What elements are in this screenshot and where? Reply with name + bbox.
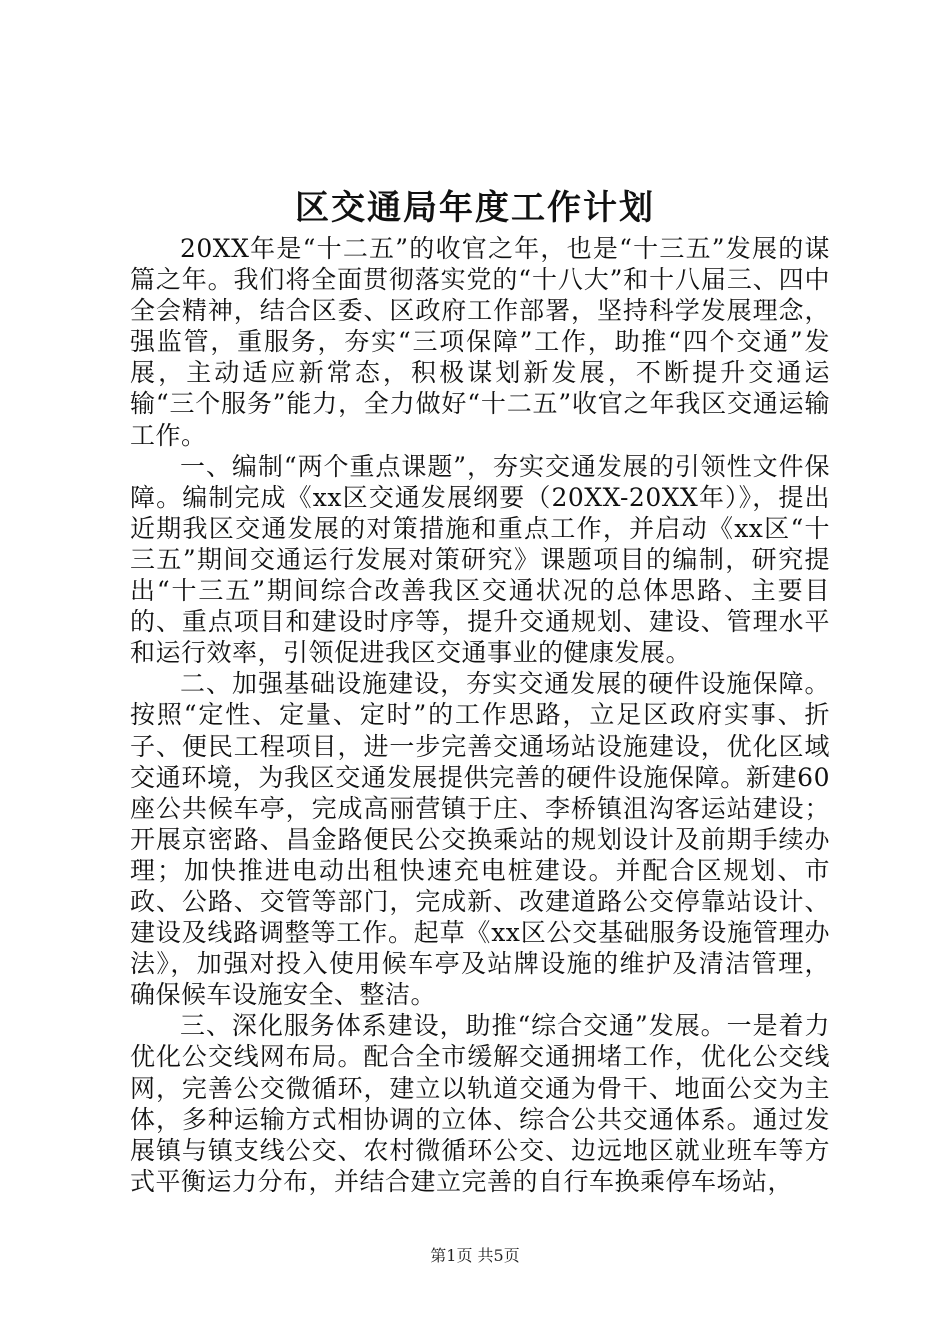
page-number-footer: 第1页 共5页 xyxy=(430,1246,520,1265)
document-body xyxy=(130,233,830,1197)
paragraph-section-2: 二、加强基础设施建设，夯实交通发展的硬件设施保障。按照“定性、定量、定时”的工作思路，立足区政府实事、折子、便民工程项目，进一步完善交通场站设施建设，优化区域交通环境，为我区交通发展提供完善的硬件设施保障。新建60座公共候车亭，完成高丽营镇于庄、李桥镇沮沟客运站建设；开展京密路、昌金路便民公交换乘站的规划设计及前期手续办理；加快推进电动出租快速充电桩建设。并配合区规划、市政、公路、交管等部门，完成新、改建道路公交停靠站设计、建设及线路调整等工作。起草《xx区公交基础服务设施管理办法》，加强对投入使用候车亭及站牌设施的维护及清洁管理，确保候车设施安全、整洁。 xyxy=(130,669,830,1010)
document-title: 区交通局年度工作计划 xyxy=(295,188,655,228)
paragraph-section-3: 三、深化服务体系建设，助推“综合交通”发展。一是着力优化公交线网布局。配合全市缓解交通拥堵工作，优化公交线网，完善公交微循环，建立以轨道交通为骨干、地面公交为主体，多种运输方式相协调的立体、综合公共交通体系。通过发展镇与镇支线公交、农村微循环公交、边远地区就业班车等方式平衡运力分布，并结合建立完善的自行车换乘停车场站， xyxy=(130,1011,830,1196)
paragraph-section-1: 一、编制“两个重点课题”，夯实交通发展的引领性文件保障。编制完成《xx区交通发展纲要（20XX-20XX年）》，提出近期我区交通发展的对策措施和重点工作，并启动《xx区“十三五”期间交通运行发展对策研究》课题项目的编制，研究提出“十三五”期间综合改善我区交通状况的总体思路、主要目的、重点项目和建设时序等，提升交通规划、建设、管理水平和运行效率，引领促进我区交通事业的健康发展。 xyxy=(130,451,830,668)
paragraph-intro: 20XX年是“十二五”的收官之年，也是“十三五”发展的谋篇之年。我们将全面贯彻落实党的“十八大”和十八届三、四中全会精神，结合区委、区政府工作部署，坚持科学发展理念，强监管，重服务，夯实“三项保障”工作，助推“四个交通”发展，主动适应新常态，积极谋划新发展，不断提升交通运输“三个服务”能力，全力做好“十二五”收官之年我区交通运输工作。 xyxy=(130,234,830,450)
